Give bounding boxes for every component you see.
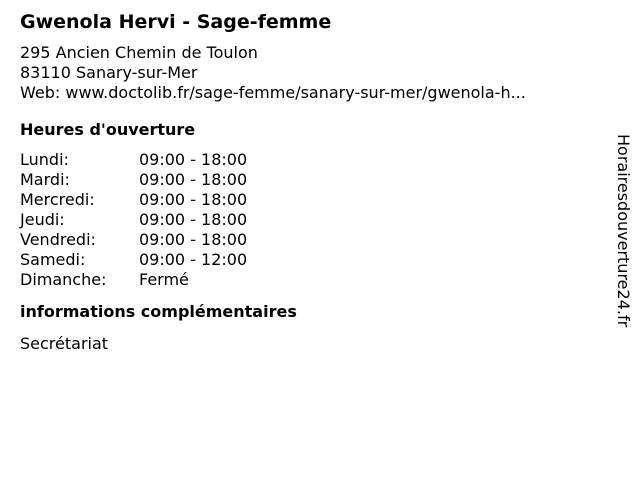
day-label: Lundi: <box>20 150 69 169</box>
day-hours: 09:00 - 18:00 <box>139 170 248 189</box>
day-label: Mardi: <box>20 170 70 189</box>
day-hours: 09:00 - 12:00 <box>139 250 248 269</box>
site-watermark: Horairesdouverture24.fr <box>614 134 633 328</box>
hours-row-tuesday <box>20 170 600 190</box>
website-label: Web: <box>20 83 61 102</box>
hours-row-sunday <box>20 270 600 290</box>
hours-row-monday <box>20 150 600 170</box>
day-hours: Fermé <box>139 270 189 289</box>
page-title: Gwenola Hervi - Sage-femme <box>20 11 332 33</box>
hours-row-saturday <box>20 250 600 270</box>
opening-hours-heading: Heures d'ouverture <box>20 120 196 139</box>
day-label: Dimanche: <box>20 270 107 289</box>
listing-card <box>20 10 600 354</box>
hours-row-friday <box>20 230 600 250</box>
day-hours: 09:00 - 18:00 <box>139 230 248 249</box>
day-hours: 09:00 - 18:00 <box>139 190 248 209</box>
day-hours: 09:00 - 18:00 <box>139 150 248 169</box>
hours-row-wednesday <box>20 190 600 210</box>
additional-info-heading: informations complémentaires <box>20 302 297 321</box>
day-label: Mercredi: <box>20 190 95 209</box>
opening-hours-table <box>20 150 600 290</box>
day-label: Samedi: <box>20 250 86 269</box>
website-line <box>20 83 600 103</box>
address-city: 83110 Sanary-sur-Mer <box>20 63 198 82</box>
day-label: Vendredi: <box>20 230 96 249</box>
additional-info-text: Secrétariat <box>20 334 109 353</box>
website-link[interactable]: www.doctolib.fr/sage-femme/sanary-sur-mer/gwenola-h... <box>65 83 526 102</box>
hours-row-thursday <box>20 210 600 230</box>
address-block <box>20 43 600 103</box>
day-label: Jeudi: <box>20 210 65 229</box>
address-street: 295 Ancien Chemin de Toulon <box>20 43 258 62</box>
day-hours: 09:00 - 18:00 <box>139 210 248 229</box>
